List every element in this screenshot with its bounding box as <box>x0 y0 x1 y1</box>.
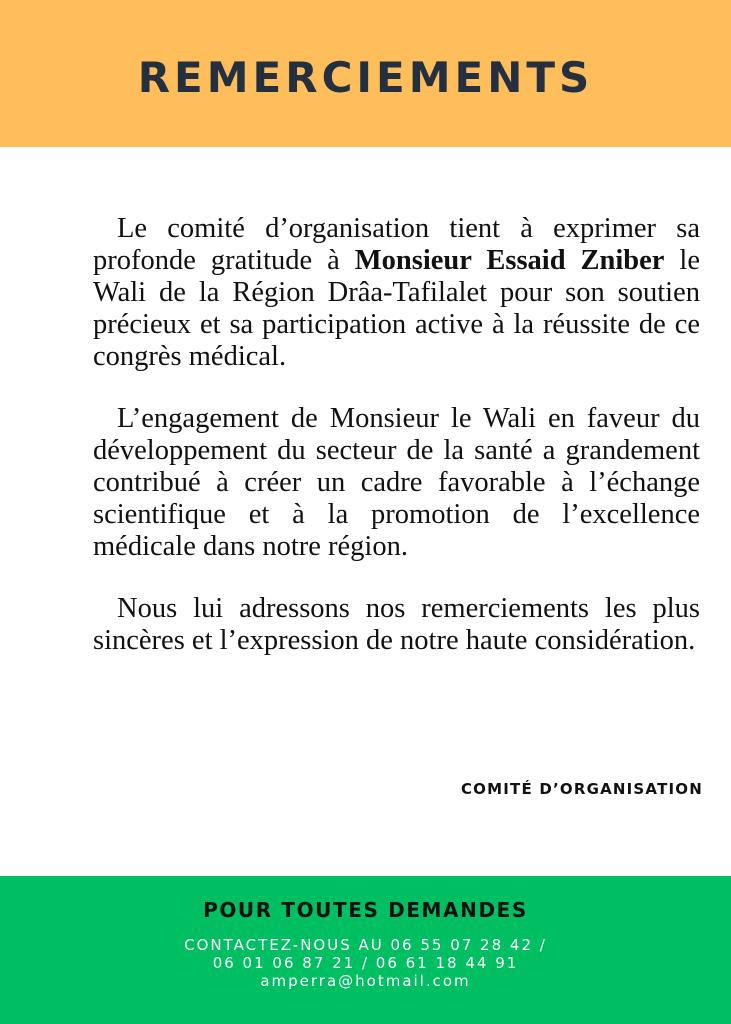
paragraph-gratitude-rest: le Wali de la Région Drâa-Tafilalet pour son soutien précieux et sa participation active à la réussite de ce congrès médical. <box>93 245 700 372</box>
contact-info <box>0 936 731 990</box>
paragraph-gratitude-intro: Le comité d’organisation tient à exprimer sa profonde gratitude à <box>93 213 700 276</box>
paragraph-gratitude <box>93 213 700 373</box>
page-title: REMERCIEMENTS <box>137 53 594 102</box>
paragraph-closing: Nous lui adressons nos remerciements les plus sincères et l’expression de notre haute considération. <box>93 593 700 656</box>
paragraph-engagement: L’engagement de Monsieur le Wali en faveur du développement du secteur de la santé a grandement contribué à créer un cadre favorable à l’échange scientifique et à la promotion de l’excellence médicale dans notre région. <box>93 403 700 562</box>
wali-name: Monsieur Essaid Zniber <box>354 245 665 276</box>
header-banner <box>0 0 731 147</box>
footer-title: POUR TOUTES DEMANDES <box>203 898 528 922</box>
contact-email[interactable]: amperra@hotmail.com <box>260 972 471 990</box>
contact-phone-line-1: CONTACTEZ-NOUS AU 06 55 07 28 42 / <box>184 936 547 954</box>
signature: COMITÉ D’ORGANISATION <box>460 780 703 798</box>
footer-banner <box>0 876 731 1024</box>
contact-phone-line-2: 06 01 06 87 21 / 06 61 18 44 91 <box>212 954 519 972</box>
letter-body <box>93 213 700 657</box>
